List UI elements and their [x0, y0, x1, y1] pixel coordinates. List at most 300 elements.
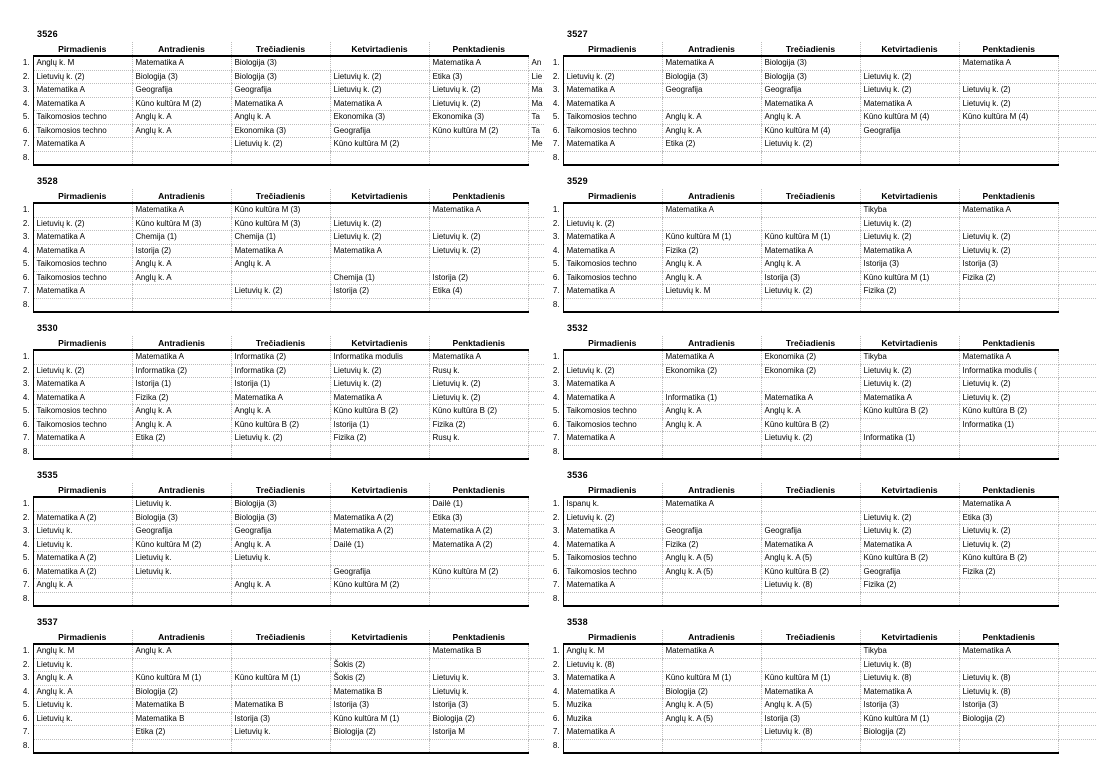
row-number: 1.: [552, 57, 560, 67]
lesson-row: [18, 685, 544, 699]
empty-cell: [132, 285, 231, 299]
lesson-cell: Lietuvių k.: [33, 658, 132, 672]
day-header: Antradienis: [132, 42, 231, 56]
lesson-cell: Istorija (3): [761, 271, 860, 285]
lesson-cell: Fizika (2): [132, 391, 231, 405]
day-header: Penktadienis: [959, 336, 1058, 350]
lesson-cell: Matematika B: [132, 712, 231, 726]
lesson-cell: Anglų k. M: [33, 644, 132, 658]
day-header: Pirmadienis: [563, 483, 662, 497]
lesson-cell: Lietuvių k.: [231, 552, 330, 566]
day-header: Antradienis: [662, 336, 761, 350]
empty-cell: [231, 298, 330, 312]
lesson-row: [18, 217, 544, 231]
ghost-cell: [1058, 258, 1096, 272]
lesson-row: [18, 658, 544, 672]
row-number: 5.: [552, 700, 560, 709]
row-number: 5.: [552, 112, 560, 121]
lesson-cell: Lietuvių k. (2): [761, 432, 860, 446]
lesson-row: [548, 497, 1096, 511]
row-number: 2.: [22, 512, 30, 522]
lesson-cell: Matematika A: [959, 644, 1058, 658]
row-number: 3.: [552, 85, 560, 94]
ghost-cell: [528, 405, 544, 419]
row-number: 2.: [22, 365, 30, 375]
lesson-cell: Matematika A (2): [33, 552, 132, 566]
lesson-cell: Lietuvių k. (8): [860, 672, 959, 686]
timetable-3526: [18, 29, 548, 166]
empty-cell: [860, 739, 959, 753]
lesson-cell: Geografija: [231, 525, 330, 539]
empty-cell: [231, 592, 330, 606]
row-number: 3.: [552, 379, 560, 388]
lesson-row: [548, 511, 1096, 525]
empty-cell: [132, 739, 231, 753]
lesson-cell: Lietuvių k. (2): [563, 364, 662, 378]
empty-cell: [563, 445, 662, 459]
lesson-cell: Lietuvių k. (2): [860, 70, 959, 84]
lesson-cell: Matematika A: [860, 244, 959, 258]
lesson-row: [18, 138, 544, 152]
timetable-grid-3536: [548, 483, 1096, 607]
empty-cell: [662, 739, 761, 753]
empty-cell: [330, 592, 429, 606]
empty-cell: [860, 418, 959, 432]
lesson-cell: Biologija (2): [959, 712, 1058, 726]
lesson-cell: Kūno kultūra M (2): [429, 565, 528, 579]
row-number-header-spacer: [18, 336, 33, 350]
empty-cell: [959, 124, 1058, 138]
lesson-cell: Geografija: [662, 525, 761, 539]
class-number: 3538: [567, 617, 588, 627]
empty-cell: [959, 217, 1058, 231]
lesson-row: [18, 672, 544, 686]
lesson-cell: Anglų k. A (5): [662, 712, 761, 726]
lesson-cell: Anglų k. A: [132, 405, 231, 419]
lesson-cell: Anglų k. A (5): [662, 552, 761, 566]
ghost-cell: [528, 739, 544, 753]
lesson-cell: Lietuvių k. (8): [761, 579, 860, 593]
day-header: Pirmadienis: [33, 42, 132, 56]
lesson-cell: Biologija (3): [231, 497, 330, 511]
ghost-cell: [1058, 685, 1096, 699]
day-header: Ketvirtadienis: [860, 336, 959, 350]
timetable-grid-3526: [18, 42, 544, 166]
row-number: 4.: [22, 245, 30, 255]
empty-cell: [662, 592, 761, 606]
row-number: 2.: [552, 659, 560, 669]
lesson-cell: Kūno kultūra M (1): [330, 712, 429, 726]
lesson-cell: Istorija (2): [429, 271, 528, 285]
day-header: Trečiadienis: [761, 630, 860, 644]
lesson-cell: Biologija (3): [132, 511, 231, 525]
lesson-row: [548, 432, 1096, 446]
lesson-cell: Taikomosios techno: [563, 258, 662, 272]
row-number: 6.: [552, 125, 560, 135]
row-number: 4.: [552, 392, 560, 402]
lesson-row: [548, 138, 1096, 152]
lesson-cell: Fizika (2): [662, 244, 761, 258]
lesson-cell: Rusų k.: [429, 364, 528, 378]
row-number: 6.: [22, 125, 30, 135]
timetable-3527: [548, 29, 1100, 166]
lesson-row: [18, 70, 544, 84]
ghost-cell: [528, 644, 544, 658]
clipped-text-fragment: Ma: [528, 97, 544, 111]
lesson-cell: Chemija (1): [231, 231, 330, 245]
ghost-cell: [1058, 271, 1096, 285]
empty-cell: [330, 56, 429, 70]
lesson-cell: Matematika A (2): [33, 565, 132, 579]
lesson-row: [18, 565, 544, 579]
lesson-cell: Fizika (2): [429, 418, 528, 432]
lesson-row: [548, 391, 1096, 405]
row-number: 1.: [22, 351, 30, 361]
ghost-cell: [1058, 391, 1096, 405]
lesson-row: [548, 644, 1096, 658]
lesson-cell: Lietuvių k. (2): [860, 525, 959, 539]
lesson-row: [548, 111, 1096, 125]
ghost-cell: [1058, 244, 1096, 258]
ghost-cell: [1058, 350, 1096, 364]
ghost-cell: [1058, 644, 1096, 658]
empty-cell: [429, 298, 528, 312]
lesson-cell: Lietuvių k. (2): [860, 84, 959, 98]
lesson-cell: Anglų k. A: [132, 644, 231, 658]
empty-cell: [429, 552, 528, 566]
lesson-row: [18, 84, 544, 98]
lesson-cell: Kūno kultūra B (2): [860, 552, 959, 566]
lesson-row: [548, 726, 1096, 740]
ghost-cell: [1058, 538, 1096, 552]
class-number: 3537: [37, 617, 58, 627]
timetable-grid-3529: [548, 189, 1096, 313]
lesson-cell: Anglų k. A: [761, 405, 860, 419]
row-number-header-spacer: [18, 42, 33, 56]
lesson-cell: Lietuvių k. (2): [330, 364, 429, 378]
lesson-cell: Matematika A: [429, 350, 528, 364]
lesson-row: [18, 364, 544, 378]
row-number: 6.: [22, 419, 30, 429]
lesson-row: [18, 151, 544, 165]
timetable-3538: [548, 617, 1100, 754]
row-number: 3.: [22, 232, 30, 241]
ghost-cell: [528, 525, 544, 539]
lesson-cell: Taikomosios techno: [563, 405, 662, 419]
lesson-cell: Matematika A (2): [330, 525, 429, 539]
empty-cell: [860, 298, 959, 312]
lesson-row: [18, 56, 544, 70]
lesson-cell: Lietuvių k.: [429, 672, 528, 686]
empty-cell: [959, 298, 1058, 312]
empty-cell: [429, 579, 528, 593]
lesson-cell: Anglų k. A: [231, 538, 330, 552]
day-header: Ketvirtadienis: [860, 42, 959, 56]
lesson-cell: Taikomosios techno: [563, 552, 662, 566]
class-number: 3527: [567, 29, 588, 39]
empty-cell: [662, 726, 761, 740]
lesson-cell: Anglų k. A: [662, 271, 761, 285]
empty-cell: [330, 552, 429, 566]
ghost-cell: [1058, 378, 1096, 392]
lesson-cell: Lietuvių k. (2): [959, 231, 1058, 245]
lesson-row: [18, 111, 544, 125]
timetable-grid-3530: [18, 336, 544, 460]
day-header: Antradienis: [132, 630, 231, 644]
ghost-cell: [528, 391, 544, 405]
lesson-row: [548, 672, 1096, 686]
ghost-cell: [1058, 672, 1096, 686]
ghost-cell: [528, 244, 544, 258]
empty-cell: [33, 726, 132, 740]
lesson-cell: Lietuvių k.: [132, 565, 231, 579]
lesson-cell: Matematika A: [330, 244, 429, 258]
lesson-cell: Informatika (1): [662, 391, 761, 405]
lesson-cell: Lietuvių k. (8): [959, 685, 1058, 699]
row-number: 1.: [22, 57, 30, 67]
empty-cell: [330, 739, 429, 753]
lesson-cell: Lietuvių k.: [33, 699, 132, 713]
lesson-cell: Anglų k. A: [662, 405, 761, 419]
ghost-header-spacer: [528, 630, 544, 644]
row-number: 5.: [552, 553, 560, 562]
day-header: Antradienis: [132, 483, 231, 497]
empty-cell: [761, 378, 860, 392]
lesson-cell: Kūno kultūra B (2): [761, 565, 860, 579]
lesson-cell: Istorija (2): [132, 244, 231, 258]
empty-cell: [33, 497, 132, 511]
lesson-cell: Anglų k. A: [662, 418, 761, 432]
row-number-header-spacer: [18, 189, 33, 203]
row-number: 1.: [552, 498, 560, 508]
lesson-cell: Fizika (2): [860, 579, 959, 593]
lesson-cell: Matematika A: [761, 244, 860, 258]
lesson-cell: Matematika A: [563, 726, 662, 740]
ghost-cell: [1058, 445, 1096, 459]
empty-cell: [429, 739, 528, 753]
day-header: Pirmadienis: [563, 336, 662, 350]
row-number: 8.: [552, 593, 560, 603]
empty-cell: [33, 298, 132, 312]
lesson-cell: Matematika A: [330, 97, 429, 111]
lesson-cell: Istorija (3): [330, 699, 429, 713]
lesson-cell: Matematika A (2): [429, 525, 528, 539]
lesson-cell: Fizika (2): [959, 565, 1058, 579]
row-number: 8.: [552, 740, 560, 750]
lesson-cell: Geografija: [132, 84, 231, 98]
ghost-header-spacer: [528, 336, 544, 350]
lesson-cell: Šokis (2): [330, 658, 429, 672]
lesson-row: [548, 70, 1096, 84]
lesson-row: [548, 97, 1096, 111]
class-number: 3530: [37, 323, 58, 333]
day-header: Ketvirtadienis: [860, 189, 959, 203]
empty-cell: [761, 151, 860, 165]
lesson-cell: Matematika A: [563, 378, 662, 392]
lesson-cell: Biologija (3): [761, 70, 860, 84]
lesson-cell: Matematika A: [563, 685, 662, 699]
lesson-cell: Istorija (3): [959, 258, 1058, 272]
lesson-cell: Kūno kultūra M (2): [330, 579, 429, 593]
lesson-cell: Lietuvių k.: [132, 497, 231, 511]
lesson-row: [18, 579, 544, 593]
lesson-cell: Kūno kultūra B (2): [330, 405, 429, 419]
lesson-cell: Geografija: [330, 565, 429, 579]
lesson-cell: Biologija (3): [662, 70, 761, 84]
lesson-cell: Ekonomika (2): [761, 350, 860, 364]
empty-cell: [330, 151, 429, 165]
lesson-cell: Matematika A: [662, 56, 761, 70]
lesson-cell: Dailė (1): [429, 497, 528, 511]
empty-cell: [761, 644, 860, 658]
lesson-cell: Ekonomika (3): [231, 124, 330, 138]
lesson-cell: Lietuvių k. (2): [959, 97, 1058, 111]
lesson-cell: Informatika (1): [860, 432, 959, 446]
day-header: Antradienis: [662, 630, 761, 644]
row-number: 6.: [552, 566, 560, 576]
lesson-row: [548, 217, 1096, 231]
lesson-cell: Istorija (1): [330, 418, 429, 432]
timetable-3536: [548, 470, 1100, 607]
day-header: Ketvirtadienis: [330, 42, 429, 56]
lesson-cell: Kūno kultūra M (1): [662, 231, 761, 245]
row-number: 7.: [552, 580, 560, 589]
lesson-cell: Taikomosios techno: [563, 124, 662, 138]
lesson-cell: Geografija: [860, 124, 959, 138]
empty-cell: [662, 579, 761, 593]
lesson-cell: Anglų k. A: [761, 258, 860, 272]
lesson-cell: Lietuvių k. (2): [959, 378, 1058, 392]
ghost-cell: [1058, 552, 1096, 566]
timetable-grid-3527: [548, 42, 1096, 166]
lesson-cell: Anglų k. A: [761, 111, 860, 125]
ghost-cell: [1058, 712, 1096, 726]
day-header: Antradienis: [662, 483, 761, 497]
ghost-cell: [528, 699, 544, 713]
lesson-cell: Biologija (2): [860, 726, 959, 740]
lesson-cell: Taikomosios techno: [33, 124, 132, 138]
lesson-cell: Tikyba: [860, 203, 959, 217]
lesson-cell: Lietuvių k. (2): [330, 231, 429, 245]
day-header: Ketvirtadienis: [860, 483, 959, 497]
timetable-grid-3537: [18, 630, 544, 754]
lesson-cell: Biologija (2): [429, 712, 528, 726]
lesson-cell: Matematika A: [33, 84, 132, 98]
empty-cell: [231, 685, 330, 699]
lesson-row: [18, 739, 544, 753]
lesson-row: [548, 685, 1096, 699]
lesson-cell: Istorija M: [429, 726, 528, 740]
lesson-row: [548, 712, 1096, 726]
lesson-cell: Geografija: [761, 84, 860, 98]
lesson-cell: Anglų k. A: [231, 579, 330, 593]
lesson-cell: Taikomosios techno: [563, 271, 662, 285]
timetable-3528: [18, 176, 548, 313]
lesson-row: [548, 592, 1096, 606]
row-number-header-spacer: [548, 336, 563, 350]
empty-cell: [959, 658, 1058, 672]
timetable-grid-3535: [18, 483, 544, 607]
lesson-cell: Matematika A: [563, 672, 662, 686]
empty-cell: [959, 151, 1058, 165]
row-number: 6.: [552, 713, 560, 723]
row-number: 6.: [552, 419, 560, 429]
ghost-cell: [1058, 418, 1096, 432]
day-header: Antradienis: [132, 189, 231, 203]
lesson-cell: Kūno kultūra M (4): [959, 111, 1058, 125]
lesson-cell: Anglų k. A: [132, 124, 231, 138]
lesson-row: [18, 699, 544, 713]
lesson-cell: Matematika B: [231, 699, 330, 713]
row-number: 6.: [22, 713, 30, 723]
row-number: 8.: [552, 446, 560, 456]
lesson-row: [548, 271, 1096, 285]
ghost-cell: [528, 552, 544, 566]
lesson-cell: Lietuvių k.: [231, 726, 330, 740]
ghost-cell: [1058, 432, 1096, 446]
row-number: 7.: [22, 580, 30, 589]
row-number: 1.: [552, 645, 560, 655]
lesson-row: [548, 405, 1096, 419]
empty-cell: [761, 217, 860, 231]
ghost-cell: [528, 592, 544, 606]
day-header: Antradienis: [662, 189, 761, 203]
lesson-cell: Informatika modulis: [330, 350, 429, 364]
ghost-cell: [528, 726, 544, 740]
lesson-row: [548, 538, 1096, 552]
ghost-cell: [528, 538, 544, 552]
lesson-cell: Kūno kultūra M (1): [662, 672, 761, 686]
ghost-cell: [528, 497, 544, 511]
lesson-cell: Lietuvių k. (2): [860, 378, 959, 392]
lesson-cell: Anglų k. A: [132, 111, 231, 125]
ghost-cell: [1058, 70, 1096, 84]
empty-cell: [860, 138, 959, 152]
lesson-cell: Tikyba: [860, 350, 959, 364]
day-header: Trečiadienis: [761, 483, 860, 497]
lesson-cell: Kūno kultūra M (1): [860, 271, 959, 285]
lesson-cell: Biologija (3): [231, 56, 330, 70]
lesson-cell: Kūno kultūra M (2): [330, 138, 429, 152]
lesson-cell: Matematika A (2): [429, 538, 528, 552]
ghost-cell: [528, 285, 544, 299]
empty-cell: [231, 271, 330, 285]
lesson-cell: Lietuvių k. (2): [330, 217, 429, 231]
lesson-cell: Fizika (2): [959, 271, 1058, 285]
lesson-cell: Kūno kultūra M (4): [860, 111, 959, 125]
lesson-row: [548, 364, 1096, 378]
empty-cell: [662, 658, 761, 672]
lesson-cell: Matematika A: [33, 97, 132, 111]
lesson-row: [18, 244, 544, 258]
ghost-cell: [528, 579, 544, 593]
day-header: Trečiadienis: [761, 336, 860, 350]
empty-cell: [959, 138, 1058, 152]
lesson-cell: Matematika A: [231, 244, 330, 258]
lesson-cell: Tikyba: [860, 644, 959, 658]
empty-cell: [563, 298, 662, 312]
lesson-row: [548, 445, 1096, 459]
day-header: Ketvirtadienis: [330, 630, 429, 644]
empty-cell: [662, 378, 761, 392]
lesson-cell: Matematika A: [563, 432, 662, 446]
lesson-cell: Lietuvių k. (2): [860, 231, 959, 245]
lesson-cell: Anglų k. M: [563, 644, 662, 658]
lesson-cell: Etika (3): [429, 70, 528, 84]
ghost-header-spacer: [528, 189, 544, 203]
empty-cell: [429, 592, 528, 606]
ghost-header-spacer: [1058, 336, 1096, 350]
